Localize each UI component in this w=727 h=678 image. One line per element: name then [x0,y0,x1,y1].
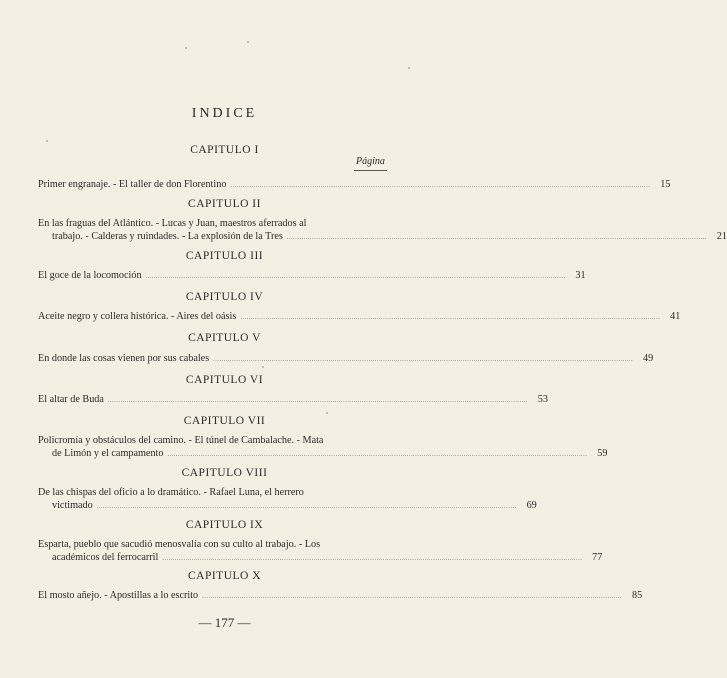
entry-text: Esparta, pueblo que sacudió menosvalía con su culto al trabajo. - Los [38,539,321,550]
entry-text: El altar de Buda [38,394,104,405]
index-title: INDICE [191,106,258,121]
paper-speck [247,41,249,43]
entry-page-number: 41 [670,311,681,322]
chapter-heading: CAPITULO VII [183,415,266,427]
page-number-footer: — 177 — [198,615,251,630]
chapter-heading: CAPITULO X [187,570,262,582]
leader-dots: ........................................................................................................................................................................................................ [162,556,583,562]
pagina-underline [354,170,387,171]
leader-dots: ........................................................................................................................................................................................................ [96,504,517,510]
leader-dots: ........................................................................................................................................................................................................ [230,183,651,189]
toc-entry [38,310,681,325]
chapter-heading: CAPITULO VIII [181,467,268,479]
toc-entry [38,538,603,566]
entry-page-number: 53 [537,394,548,405]
entry-text: Policromía y obstáculos del camino. - El túnel de Cambalache. - Mata [38,435,324,446]
toc-entry [38,269,586,284]
entry-text: El goce de la locomoción [38,270,142,281]
entry-text: Aceite negro y collera histórica. - Aires del oásis [38,311,237,322]
leader-dots: ........................................................................................................................................................................................................ [145,274,566,280]
entry-page-number: 49 [642,353,654,364]
chapter-heading: CAPITULO I [190,144,259,156]
toc-entry [38,434,608,462]
entry-text: En las fraguas del Atlántico. - Lucas y Juan, maestros aferrados al [38,218,307,229]
entry-page-number: 77 [592,552,603,563]
paper-speck [46,140,48,142]
chapter-heading: CAPITULO II [188,198,261,210]
leader-dots: ........................................................................................................................................................................................................ [107,398,528,404]
chapter-heading: CAPITULO VI [185,374,264,386]
entry-text: El mosto añejo. - Apostillas a lo escrito [38,590,199,601]
entry-text: trabajo. - Calderas y ruindades. - La explosión de la Tres [52,231,283,242]
chapter-heading: CAPITULO IV [185,291,264,303]
entry-page-number: 59 [597,448,608,459]
paper-speck [408,67,410,69]
leader-dots: ........................................................................................................................................................................................................ [167,452,588,458]
entry-page-number: 15 [660,179,671,190]
paper-speck [326,412,328,414]
entry-page-number: 85 [631,590,643,601]
toc-entry [38,217,727,245]
paper-speck [185,47,187,49]
pagina-column-label: Página [356,156,385,167]
paper-speck [262,366,264,368]
leader-dots: ........................................................................................................................................................................................................ [202,594,623,600]
toc-entry [38,589,643,604]
entry-page-number: 31 [575,270,586,281]
leader-dots: ........................................................................................................................................................................................................ [213,357,634,363]
chapter-heading: CAPITULO III [185,250,264,262]
entry-text: académicos del ferrocarril [52,552,159,563]
toc-entry [38,486,537,514]
chapter-heading: CAPITULO V [188,332,261,344]
entry-text: En donde las cosas vienen por sus cabales [38,353,210,364]
toc-entry [38,352,654,367]
toc-entry [38,178,671,193]
leader-dots: ........................................................................................................................................................................................................ [286,235,707,241]
entry-text: victimado [52,500,93,511]
chapter-heading: CAPITULO IX [185,519,264,531]
leader-dots: ........................................................................................................................................................................................................ [240,315,661,321]
toc-entry [38,393,548,408]
entry-text: Primer engranaje. - El taller de don Florentino [38,179,227,190]
entry-page-number: 69 [526,500,537,511]
entry-text: de Limón y el campamento [52,448,164,459]
entry-page-number: 21 [716,231,727,242]
entry-text: De las chispas del oficio a lo dramático. - Rafael Luna, el herrero [38,487,304,498]
